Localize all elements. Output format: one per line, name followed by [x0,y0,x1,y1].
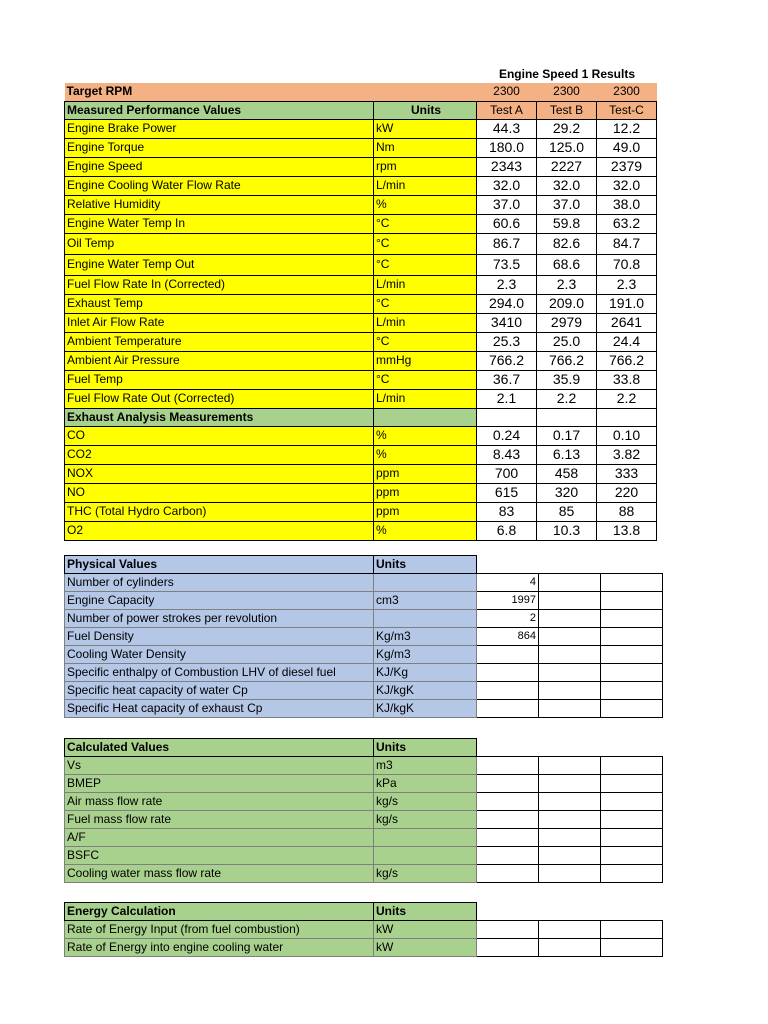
row-label: Relative Humidity [65,195,374,214]
row-label: Engine Cooling Water Flow Rate [65,176,374,195]
table-row [65,233,657,254]
row-unit: % [374,521,477,540]
measured-performance-table [64,83,657,541]
row-label: Engine Water Temp Out [65,254,374,275]
row-value: 2 [477,610,539,628]
target-rpm-label: Target RPM [65,83,374,101]
row-value: 29.2 [537,119,597,138]
row-value: 700 [477,464,537,483]
row-value: 864 [477,628,539,646]
row-value: 4 [477,574,539,592]
empty-cell [539,921,601,939]
row-value: 766.2 [597,351,657,370]
calculated-values-table [64,738,663,883]
row-unit: L/min [374,176,477,195]
empty-cell [601,610,663,628]
row-label: Number of power strokes per revolution [65,610,374,628]
empty-cell [601,793,663,811]
table-row [65,370,657,389]
row-value: 68.6 [537,254,597,275]
row-value: 88 [597,502,657,521]
table-row [65,483,657,502]
row-unit: °C [374,254,477,275]
table-row [65,313,657,332]
row-unit: kW [374,119,477,138]
empty-cell [539,811,601,829]
empty-cell [539,700,601,718]
row-label: Fuel Flow Rate In (Corrected) [65,275,374,294]
empty-cell [539,775,601,793]
empty-cell [601,700,663,718]
row-unit: ppm [374,483,477,502]
row-unit: % [374,445,477,464]
row-value: 2227 [537,157,597,176]
row-unit: rpm [374,157,477,176]
empty-cell [539,847,601,865]
row-unit: L/min [374,389,477,408]
row-value: 458 [537,464,597,483]
empty-cell [601,739,663,757]
row-value: 8.43 [477,445,537,464]
row-value: 2641 [597,313,657,332]
row-label: Engine Brake Power [65,119,374,138]
row-label: CO2 [65,445,374,464]
row-value [477,865,539,883]
table-row [65,847,663,865]
energy-units-header: Units [374,903,477,921]
row-unit: kW [374,921,477,939]
physical-values-table [64,555,663,718]
row-value: 0.17 [537,426,597,445]
table-row [65,195,657,214]
row-value: 86.7 [477,233,537,254]
row-unit: ppm [374,502,477,521]
row-value [477,700,539,718]
row-value: 209.0 [537,294,597,313]
row-label: Fuel Density [65,628,374,646]
row-value: 3.82 [597,445,657,464]
row-label: O2 [65,521,374,540]
empty-cell [601,757,663,775]
row-unit [374,847,477,865]
empty-cell [601,628,663,646]
row-value: 10.3 [537,521,597,540]
table-row [65,682,663,700]
table-row [65,775,663,793]
table-row [65,138,657,157]
table-row [65,119,657,138]
row-value: 2343 [477,157,537,176]
calculated-units-header: Units [374,739,477,757]
row-value [477,646,539,664]
energy-header: Energy Calculation [65,903,374,921]
empty-cell [539,903,601,921]
empty-cell [477,903,539,921]
row-label: BMEP [65,775,374,793]
row-unit: L/min [374,275,477,294]
row-label: Rate of Energy Input (from fuel combustion) [65,921,374,939]
row-value: 33.8 [597,370,657,389]
empty-cell [601,646,663,664]
row-unit [374,574,477,592]
table-row [65,664,663,682]
target-rpm-value: 2300 [597,83,657,101]
units-header: Units [374,101,477,119]
row-label: BSFC [65,847,374,865]
row-value: 24.4 [597,332,657,351]
row-value: 13.8 [597,521,657,540]
row-unit: kg/s [374,793,477,811]
empty-cell [601,903,663,921]
row-value: 83 [477,502,537,521]
row-label: Air mass flow rate [65,793,374,811]
row-label: Engine Torque [65,138,374,157]
row-value: 1997 [477,592,539,610]
row-label: Specific Heat capacity of exhaust Cp [65,700,374,718]
empty-cell [601,829,663,847]
empty-cell [539,865,601,883]
row-label: Specific heat capacity of water Cp [65,682,374,700]
row-value: 32.0 [597,176,657,195]
target-rpm-value: 2300 [537,83,597,101]
row-value: 84.7 [597,233,657,254]
row-label: Cooling Water Density [65,646,374,664]
row-value: 2.3 [597,275,657,294]
row-label: Rate of Energy into engine cooling water [65,939,374,957]
table-row [65,275,657,294]
empty-cell [539,682,601,700]
row-unit: KJ/Kg [374,664,477,682]
row-value: 35.9 [537,370,597,389]
calculated-header: Calculated Values [65,739,374,757]
table-row [65,610,663,628]
target-rpm-value: 2300 [477,83,537,101]
row-unit: kg/s [374,865,477,883]
row-unit: m3 [374,757,477,775]
table-row [65,214,657,233]
table-row [65,332,657,351]
row-value: 85 [537,502,597,521]
row-value: 82.6 [537,233,597,254]
table-row [65,157,657,176]
row-label: Number of cylinders [65,574,374,592]
empty-cell [601,682,663,700]
empty-cell [539,628,601,646]
row-unit: % [374,426,477,445]
results-title: Engine Speed 1 Results [498,67,636,81]
table-row [65,464,657,483]
exhaust-header-unit-cell [374,408,477,426]
test-header: Test B [537,101,597,119]
empty-cell [601,865,663,883]
empty-cell [601,847,663,865]
table-row [65,351,657,370]
row-value [477,939,539,957]
row-value: 59.8 [537,214,597,233]
empty-cell [539,829,601,847]
row-unit: °C [374,294,477,313]
table-row [65,254,657,275]
row-label: NOX [65,464,374,483]
row-value: 0.24 [477,426,537,445]
row-value: 37.0 [477,195,537,214]
row-value [477,664,539,682]
row-value: 294.0 [477,294,537,313]
row-unit: kW [374,939,477,957]
row-value: 32.0 [537,176,597,195]
row-value: 2.2 [597,389,657,408]
row-value [477,829,539,847]
empty-cell [539,939,601,957]
row-value [477,775,539,793]
row-label: Fuel Temp [65,370,374,389]
table-row [65,865,663,883]
empty-cell [539,646,601,664]
row-unit: Nm [374,138,477,157]
table-row [65,389,657,408]
table-row [65,939,663,957]
row-value: 36.7 [477,370,537,389]
empty-cell [539,556,601,574]
empty-cell [601,664,663,682]
row-unit: °C [374,370,477,389]
row-value: 2.3 [477,275,537,294]
row-value: 73.5 [477,254,537,275]
row-unit: KJ/kgK [374,682,477,700]
table-row [65,700,663,718]
empty-cell [539,757,601,775]
row-value: 220 [597,483,657,502]
empty-cell [539,793,601,811]
row-value: 25.3 [477,332,537,351]
row-label: Engine Capacity [65,592,374,610]
empty-cell [601,592,663,610]
row-unit: % [374,195,477,214]
row-label: Inlet Air Flow Rate [65,313,374,332]
row-unit: mmHg [374,351,477,370]
table-row [65,294,657,313]
row-label: NO [65,483,374,502]
row-unit: L/min [374,313,477,332]
table-row [65,521,657,540]
empty-cell [539,592,601,610]
empty-cell [601,775,663,793]
row-value: 766.2 [477,351,537,370]
row-unit: °C [374,233,477,254]
row-unit: °C [374,332,477,351]
row-label: A/F [65,829,374,847]
row-value: 2.3 [537,275,597,294]
row-label: Ambient Temperature [65,332,374,351]
empty-cell [539,739,601,757]
row-value: 37.0 [537,195,597,214]
row-label: Fuel mass flow rate [65,811,374,829]
row-value: 49.0 [597,138,657,157]
empty-cell [539,574,601,592]
row-unit: Kg/m3 [374,646,477,664]
row-value: 125.0 [537,138,597,157]
measured-header: Measured Performance Values [65,101,374,119]
row-label: CO [65,426,374,445]
row-value: 44.3 [477,119,537,138]
row-value [477,847,539,865]
physical-header: Physical Values [65,556,374,574]
row-value: 2.2 [537,389,597,408]
row-value: 191.0 [597,294,657,313]
row-value: 766.2 [537,351,597,370]
row-unit: kg/s [374,811,477,829]
empty-cell [537,408,597,426]
row-value: 6.13 [537,445,597,464]
row-value: 2.1 [477,389,537,408]
empty-cell [601,939,663,957]
row-unit [374,610,477,628]
row-unit [374,829,477,847]
target-rpm-unit-cell [374,83,477,101]
row-value: 25.0 [537,332,597,351]
table-row [65,757,663,775]
exhaust-header: Exhaust Analysis Measurements [65,408,374,426]
row-value [477,811,539,829]
row-value: 63.2 [597,214,657,233]
empty-cell [477,408,537,426]
table-row [65,921,663,939]
row-label: Engine Water Temp In [65,214,374,233]
energy-calculation-table [64,902,663,957]
row-value: 180.0 [477,138,537,157]
row-value: 2979 [537,313,597,332]
row-unit: Kg/m3 [374,628,477,646]
row-label: Vs [65,757,374,775]
row-value: 3410 [477,313,537,332]
empty-cell [601,556,663,574]
empty-cell [477,556,539,574]
row-value [477,921,539,939]
test-header: Test A [477,101,537,119]
row-label: THC (Total Hydro Carbon) [65,502,374,521]
empty-cell [539,610,601,628]
table-row [65,793,663,811]
row-value: 60.6 [477,214,537,233]
empty-cell [601,811,663,829]
row-value [477,793,539,811]
empty-cell [597,408,657,426]
empty-cell [477,739,539,757]
row-value: 320 [537,483,597,502]
table-row [65,574,663,592]
row-label: Fuel Flow Rate Out (Corrected) [65,389,374,408]
row-unit: °C [374,214,477,233]
table-row [65,445,657,464]
table-row [65,176,657,195]
table-row [65,646,663,664]
row-value: 0.10 [597,426,657,445]
row-value: 38.0 [597,195,657,214]
table-row [65,811,663,829]
row-value: 333 [597,464,657,483]
row-value: 2379 [597,157,657,176]
physical-units-header: Units [374,556,477,574]
empty-cell [601,921,663,939]
row-label: Oil Temp [65,233,374,254]
table-row [65,592,663,610]
row-label: Engine Speed [65,157,374,176]
row-value: 70.8 [597,254,657,275]
table-row [65,502,657,521]
row-label: Ambient Air Pressure [65,351,374,370]
table-row [65,628,663,646]
row-value: 12.2 [597,119,657,138]
row-value: 6.8 [477,521,537,540]
row-unit: ppm [374,464,477,483]
row-unit: KJ/kgK [374,700,477,718]
row-value: 32.0 [477,176,537,195]
row-value: 615 [477,483,537,502]
row-label: Cooling water mass flow rate [65,865,374,883]
row-value [477,682,539,700]
empty-cell [601,574,663,592]
row-unit: kPa [374,775,477,793]
test-header: Test-C [597,101,657,119]
table-row [65,829,663,847]
row-label: Exhaust Temp [65,294,374,313]
row-label: Specific enthalpy of Combustion LHV of diesel fuel [65,664,374,682]
row-unit: cm3 [374,592,477,610]
table-row [65,426,657,445]
row-value [477,757,539,775]
empty-cell [539,664,601,682]
